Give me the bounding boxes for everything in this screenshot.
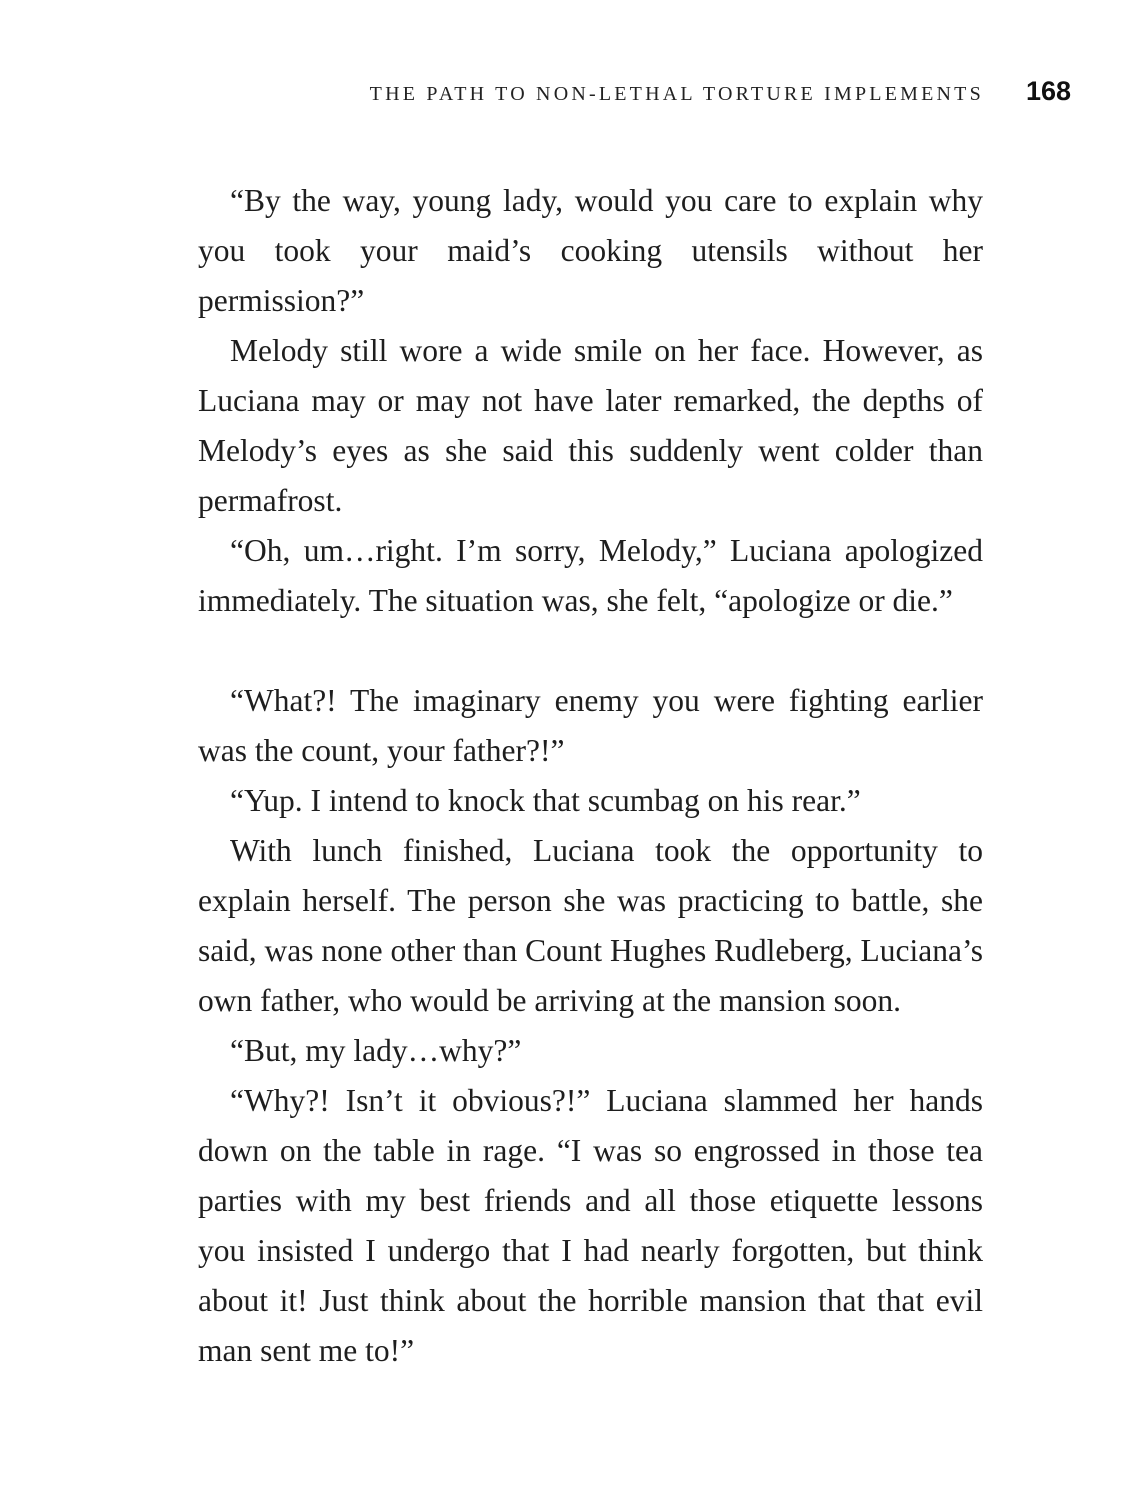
- page-number: 168: [1025, 76, 1071, 106]
- text-body: [198, 176, 983, 1376]
- paragraph: “But, my lady…why?”: [230, 1033, 522, 1068]
- paragraph: “Oh, um…right. I’m sorry, Melody,” Luciana apologized immediately. The situation was, she felt, “apologize or die.”: [198, 533, 983, 618]
- paragraph: “What?! The imaginary enemy you were fighting earlier was the count, your father?!”: [198, 683, 983, 768]
- running-header: [370, 76, 1071, 107]
- paragraph: Melody still wore a wide smile on her face. However, as Luciana may or may not have later remarked, the depths of Melody’s eyes as she said this suddenly went colder than permafrost.: [198, 333, 983, 518]
- paragraph: With lunch finished, Luciana took the opportunity to explain herself. The person she was practicing to battle, she said, was none other than Count Hughes Rudleberg, Luciana’s own father, who would be arriving at the mansion soon.: [198, 833, 984, 1018]
- scene-break: [198, 626, 983, 676]
- paragraph: “Why?! Isn’t it obvious?!” Luciana slammed her hands down on the table in rage. “I was so engrossed in those tea parties with my best friends and all those etiquette lessons you insisted I undergo that I had nearly forgotten, but think about it! Just think about the horrible mansion that that evil man sent me to!”: [198, 1083, 983, 1368]
- running-title: THE PATH TO NON-LETHAL TORTURE IMPLEMENTS: [369, 83, 984, 105]
- paragraph: “Yup. I intend to knock that scumbag on his rear.”: [230, 783, 861, 818]
- paragraph: “By the way, young lady, would you care to explain why you took your maid’s cooking utensils without her permission?”: [198, 183, 983, 318]
